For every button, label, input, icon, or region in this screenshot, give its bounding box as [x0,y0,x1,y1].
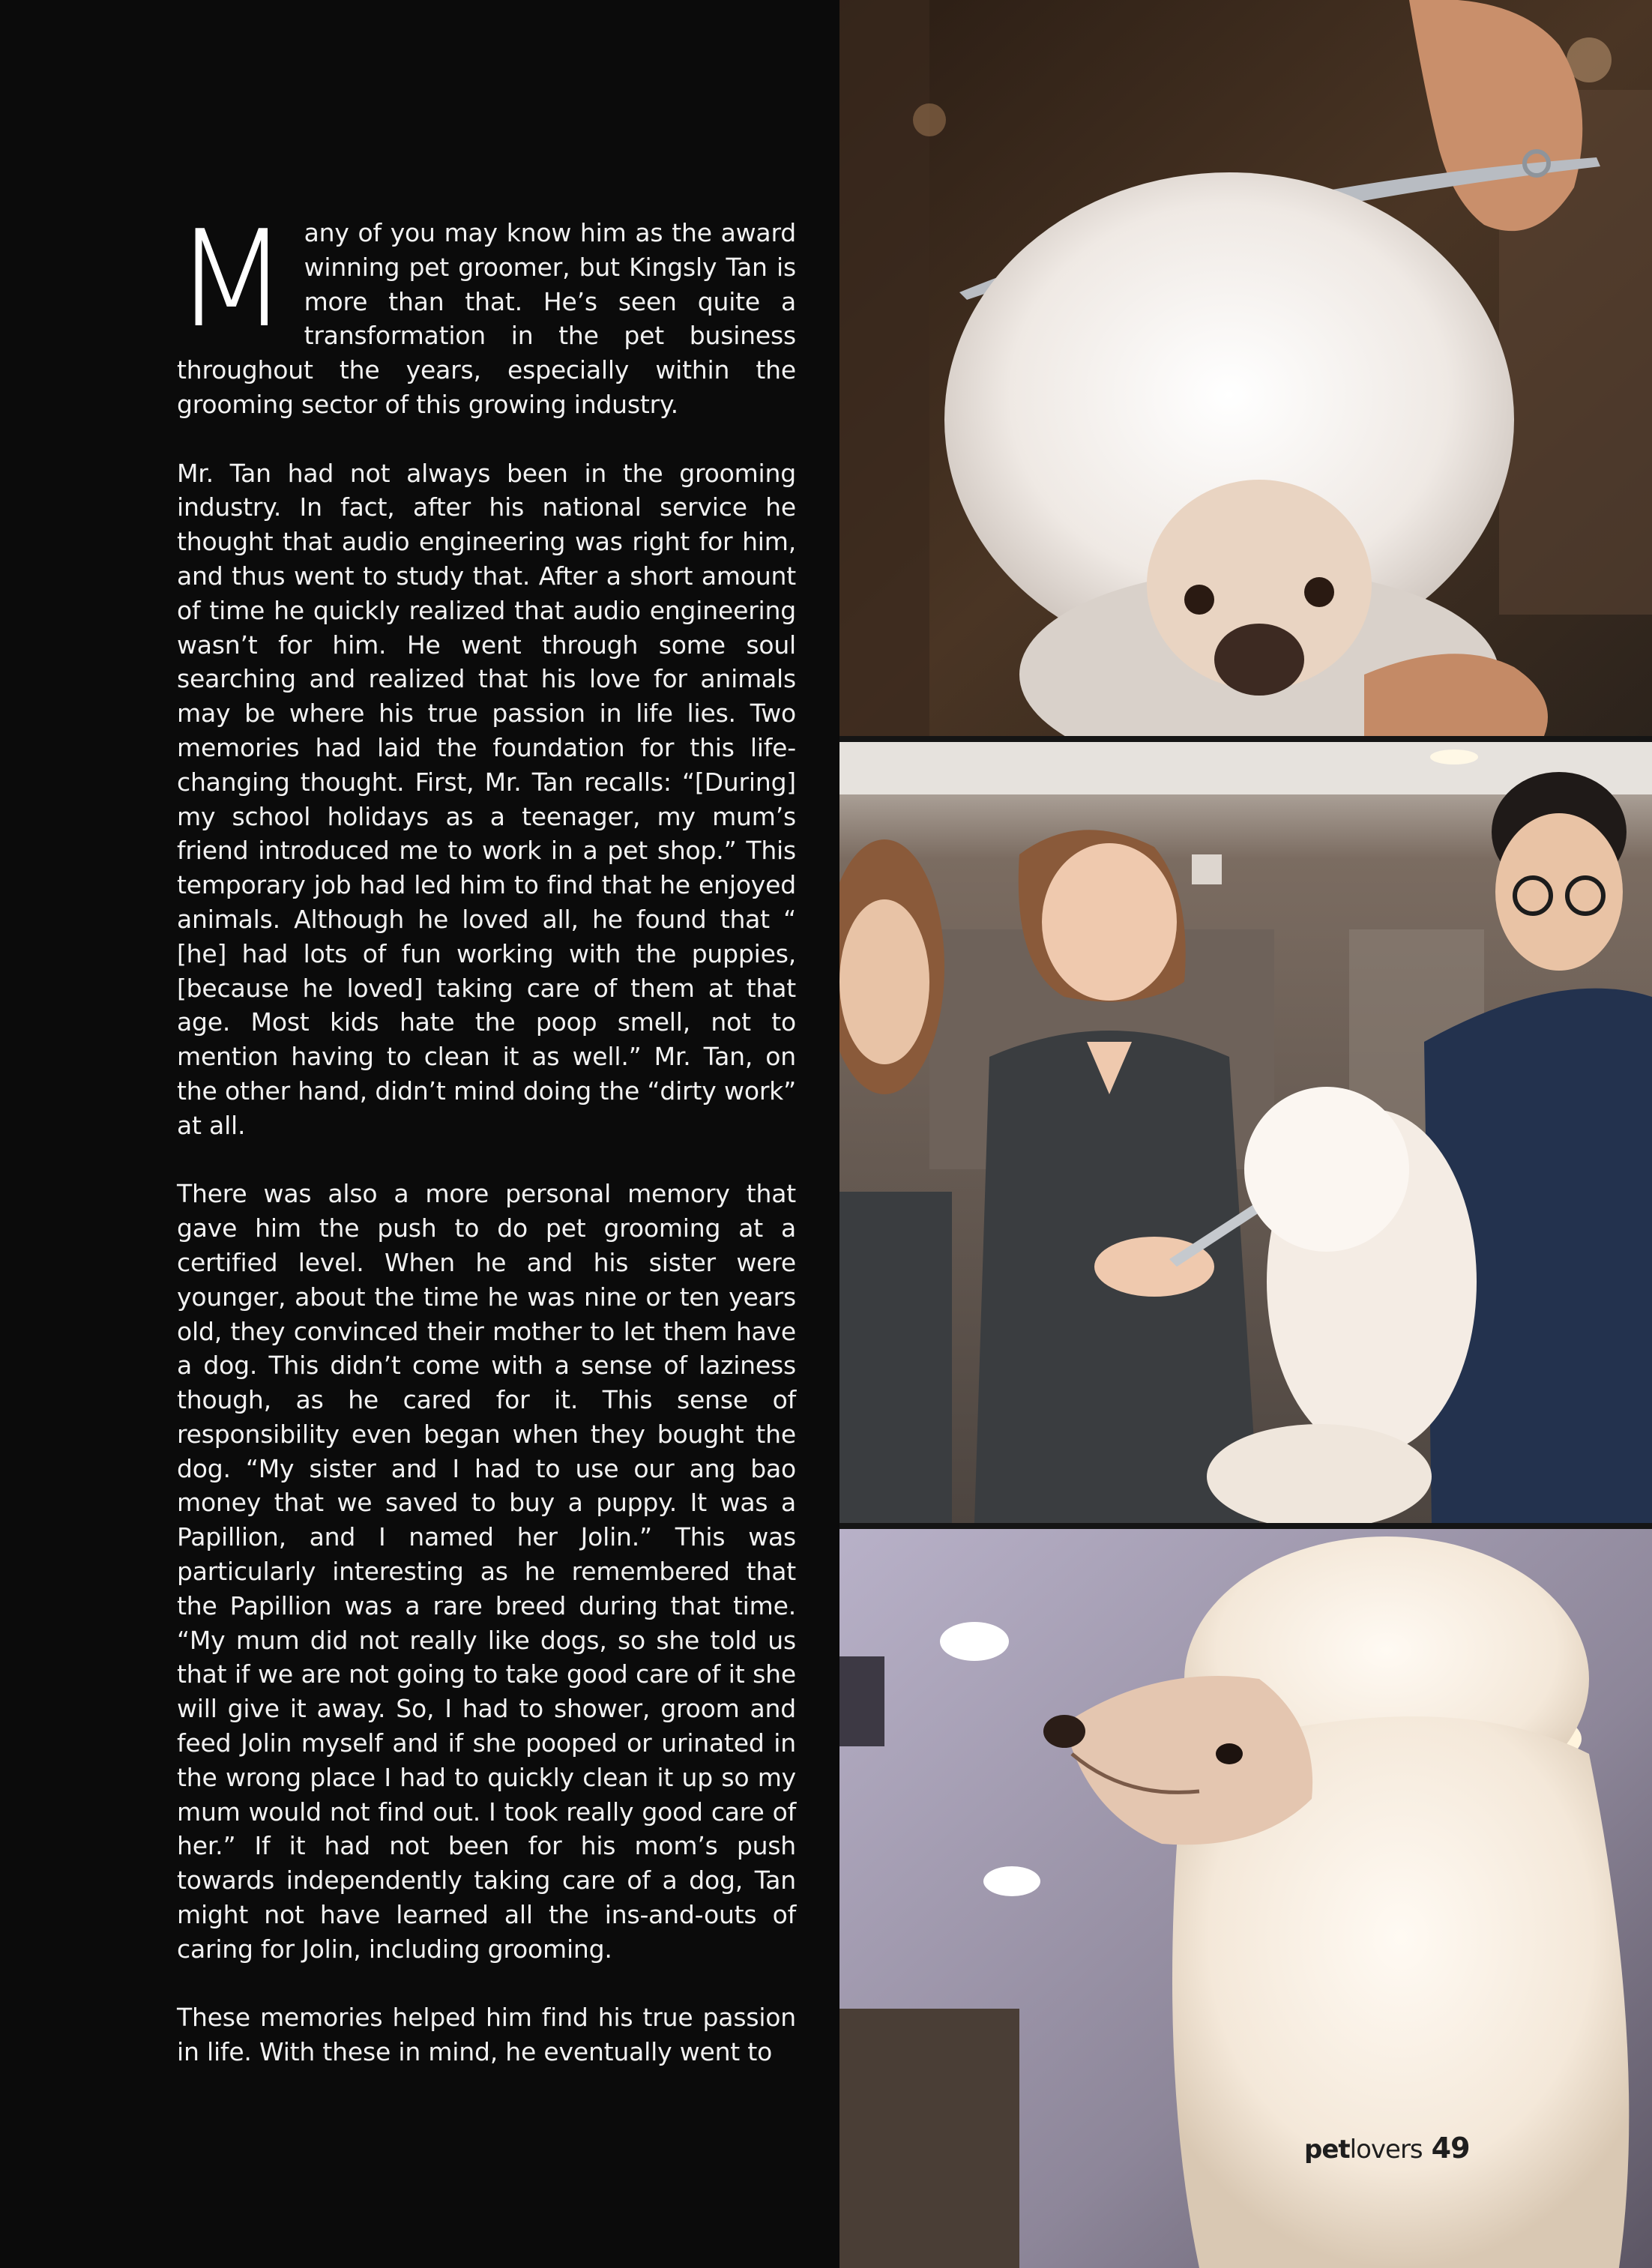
photo-groomers [839,742,1652,1523]
page-footer [1304,2132,1470,2165]
paragraph-4: These memories helped him find his true passion in life. With these in mind, he eventually went to [177,2003,796,2067]
paragraph-2: Mr. Tan had not always been in the grooming industry. In fact, after his national service he thought that audio engineering was right for him, and thus went to study that. After a short amount of time he quickly realized that audio engineering wasn’t for him. He went through some soul searching and realized that his love for animals may be where his true passion in life lies. Two memories had laid the foundation for this life-changing thought. First, Mr. Tan recalls: “[During] my school holidays as a teenager, my mum’s friend introduced me to work in a pet shop.” This temporary job had led him to find that he enjoyed animals. Although he loved all, he found that “ [he] had lots of fun working with the puppies, [because he loved] taking care of them at that age. Most kids hate the poop smell, not to mention having to clean it as well.” Mr. Tan, on the other hand, didn’t mind doing the “dirty work” at all. [177,458,796,1140]
paragraph-1-text: any of you may know him as the award winning pet groomer, but Kingsly Tan is more than that. He’s seen quite a transformation in the pet business throughout the years, especially within the grooming sector of this growing industry. [177,218,796,419]
poodle-scissors-image [839,0,1652,736]
page-number: 49 [1431,2132,1470,2165]
drop-cap: M [174,202,285,357]
photo-poodle-scissors [839,0,1652,736]
photo-column [839,0,1652,2268]
photo-divider [839,1523,1652,1529]
paragraph-3: There was also a more personal memory that gave him the push to do pet grooming at a certified level. When he and his sister were younger, about the time he was nine or ten years old, they convinced their mother to let them have a dog. This didn’t come with a sense of laziness though, as he cared for it. This sense of responsibility even began when they bought the dog. “My sister and I had to use our ang bao money that we saved to buy a puppy. It was a Papillion, and I named her Jolin.” This was particularly interesting as he remembered that the Papillion was a rare breed during that time. “My mum did not really like dogs, so she told us that if we are not going to take good care of it she will give it away. So, I had to shower, groom and feed Jolin myself and if she pooped or urinated in the wrong place I had to quickly clean it up so my mum would not find out. I took really good care of her.” If it had not been for his mom’s push towards independently taking care of a dog, Tan might not have learned all the ins-and-outs of caring for Jolin, including grooming. [177,1179,796,1964]
groomers-image [839,742,1652,1523]
photo-poodle-portrait [839,1529,1652,2268]
brand-logo-lovers: lovers [1349,2135,1423,2165]
photo-divider [839,736,1652,742]
paragraph-1 [174,202,796,422]
brand-logo-pet: pet [1304,2135,1350,2165]
poodle-portrait-image [839,1529,1652,2268]
article-body [174,202,796,2104]
